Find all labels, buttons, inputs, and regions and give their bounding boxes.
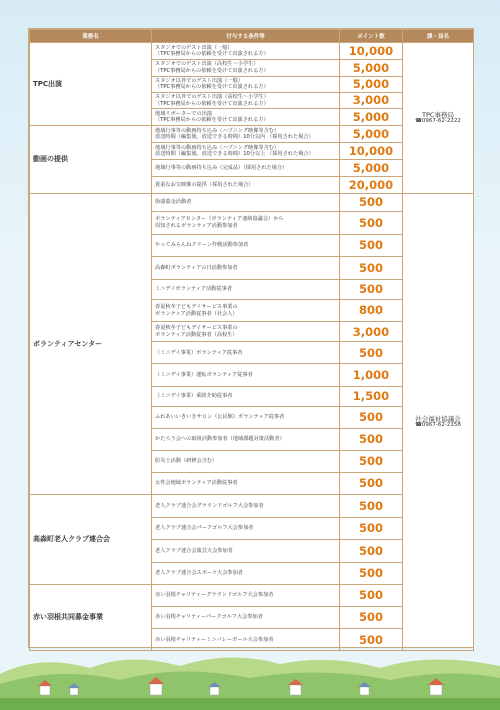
points-cell: 500 [340, 450, 403, 472]
condition-line: 老人クラブ連合会演芸大会参加者 [155, 547, 233, 554]
condition-line: （TPC事務局からの依頼を受けて出演される方） [155, 51, 269, 57]
town-scenery-illustration [0, 644, 500, 710]
header-dept: 課・局名 [403, 30, 474, 43]
condition-cell [152, 279, 340, 299]
condition-cell [152, 299, 340, 322]
points-cell: 500 [340, 584, 403, 606]
condition-line: スタジオ以外でのゲスト出演（高校生～小学生） [155, 94, 269, 101]
condition-cell [152, 211, 340, 234]
category-cell: 動画の提供 [30, 126, 152, 194]
points-cell: 500 [340, 234, 403, 257]
table-row [30, 194, 474, 212]
points-cell: 1,000 [340, 364, 403, 387]
condition-cell [152, 234, 340, 257]
condition-line: （TPC事務局からの依頼を受けて出演される方） [155, 67, 269, 74]
condition-cell [152, 495, 340, 518]
points-cell: 5,000 [340, 109, 403, 126]
points-cell: 500 [340, 517, 403, 540]
points-cell: 500 [340, 194, 403, 212]
condition-cell [152, 386, 340, 406]
points-cell: 5,000 [340, 160, 403, 177]
condition-cell [152, 364, 340, 387]
points-cell: 500 [340, 429, 403, 451]
condition-line: 老人クラブ連合会グラウンドゴルフ大会参加者 [155, 502, 264, 509]
condition-line: 地域行事等の動画持ち込み（ハプニング映像等含む） [155, 144, 280, 151]
points-cell: 500 [340, 606, 403, 629]
table-row [30, 43, 474, 60]
condition-cell [152, 160, 340, 177]
category-cell: TPC出演 [30, 43, 152, 126]
condition-line: ふれあいいきいきサロン（公民館）ボランティア従事者 [155, 414, 285, 421]
condition-cell [152, 406, 340, 429]
condition-line: ボランティアセンター（ボランティア連絡協議会）から [155, 216, 284, 223]
points-cell: 500 [340, 257, 403, 280]
condition-line: （TPC事務局からの依頼を受けて出演される方） [155, 84, 269, 91]
condition-cell [152, 562, 340, 584]
condition-line: 防災士活動（研修会含む） [155, 458, 218, 465]
condition-cell [152, 126, 340, 143]
condition-line: （ミニデイ事業）乗降介助従事者 [155, 393, 233, 400]
condition-cell [152, 194, 340, 212]
points-cell: 5,000 [340, 60, 403, 77]
condition-line: 春夏秋冬子どもデイサービス事業の [155, 304, 238, 311]
points-cell: 500 [340, 562, 403, 584]
condition-line: 老人クラブ連合会スポーツ大会参加者 [155, 570, 243, 577]
condition-line: 街頭募金活動者 [155, 199, 192, 206]
condition-line: ボランティア活動従事者（社会人） [155, 310, 238, 317]
condition-line: ミニデイボランティア活動従事者 [155, 286, 233, 293]
condition-line: スタジオでのゲスト出演（一般） [155, 44, 233, 51]
dept-cell-welfare [403, 194, 474, 651]
condition-cell [152, 584, 340, 606]
condition-line: 地域行事等の動画持ち込み（完成品）（採用された場合） [155, 164, 288, 171]
condition-line: 春夏秋冬子どもデイサービス事業の [155, 325, 238, 332]
condition-cell [152, 43, 340, 60]
condition-line: 貴重なお宝映像の提供（採用された場合） [155, 181, 254, 188]
dept-name: TPC事務局 [422, 110, 454, 119]
points-cell: 500 [340, 629, 403, 651]
points-cell: 500 [340, 540, 403, 563]
condition-cell [152, 606, 340, 629]
condition-line: 赤い羽根チャリティーパークゴルフ大会参加者 [155, 614, 263, 621]
condition-cell [152, 109, 340, 126]
points-cell: 500 [340, 279, 403, 299]
points-table [29, 29, 474, 651]
condition-cell [152, 177, 340, 194]
points-cell: 500 [340, 406, 403, 429]
category-cell: ボランティアセンター [30, 194, 152, 495]
condition-line: （TPC事務局からの依頼を受けて出演される方） [155, 100, 269, 107]
condition-line: 高森町ボランティアの日活動参加者 [155, 264, 238, 271]
category-cell: 高森町老人クラブ連合会 [30, 495, 152, 585]
condition-line: かたろう会への取組活動参加者（地域課題対策活動者） [155, 436, 285, 443]
condition-line: 赤い羽根チャリティーミニバレーボール大会参加者 [155, 636, 274, 643]
condition-cell [152, 429, 340, 451]
condition-line: （ミニデイ事業）ボランティア従事者 [155, 349, 243, 356]
points-table-sheet [28, 28, 474, 648]
dept-phone: ☎0967-62-2222 [415, 118, 461, 124]
condition-cell [152, 450, 340, 472]
condition-cell [152, 472, 340, 495]
points-cell: 500 [340, 472, 403, 495]
condition-line: スタジオでのゲスト出演（高校生～小学生） [155, 61, 259, 68]
dept-cell-tpc [403, 43, 474, 194]
condition-cell [152, 342, 340, 364]
condition-line: 赤い羽根チャリティーグラウンドゴルフ大会参加者 [155, 592, 274, 599]
condition-line: 放送時間（編集後、放送できる時間）10分以内 （採用された場合） [155, 134, 314, 140]
category-cell: 赤い羽根共同募金事業 [30, 584, 152, 651]
points-cell: 5,000 [340, 76, 403, 93]
condition-cell [152, 517, 340, 540]
condition-line: （ミニデイ事業）運転ボランティア従事者 [155, 371, 253, 378]
dept-phone: ☎0967-62-2158 [415, 422, 461, 429]
condition-cell [152, 540, 340, 563]
condition-cell [152, 143, 340, 160]
points-cell: 500 [340, 342, 403, 364]
condition-line: 地域リポーターでの出演 [155, 110, 213, 117]
condition-line: やってみらんねクリーン作戦活動参加者 [155, 242, 249, 249]
points-cell: 10,000 [340, 43, 403, 60]
condition-cell [152, 257, 340, 280]
dept-name: 社会福祉協議会 [415, 414, 461, 423]
points-cell: 3,000 [340, 322, 403, 342]
condition-line: 周知されるボランティア活動参加者 [155, 222, 238, 229]
header-condition: 付与する条件等 [152, 30, 340, 43]
condition-line: 放送時間（編集後、放送できる時間）10分以上 （採用された場合） [155, 151, 314, 157]
condition-line: 老人クラブ連合会パークゴルフ大会参加者 [155, 525, 254, 532]
condition-cell [152, 76, 340, 93]
points-cell: 500 [340, 211, 403, 234]
condition-cell [152, 60, 340, 77]
points-cell: 800 [340, 299, 403, 322]
table-header-row [30, 30, 474, 43]
points-cell: 5,000 [340, 126, 403, 143]
points-cell: 20,000 [340, 177, 403, 194]
condition-line: 地域行事等の動画持ち込み（ハプニング映像等含む） [155, 127, 280, 134]
points-cell: 10,000 [340, 143, 403, 160]
header-category: 業務名 [30, 30, 152, 43]
condition-line: 女性会地域ボランティア活動従事者 [155, 480, 238, 487]
condition-line: （TPC事務局からの依頼を受けて出演される方） [155, 117, 269, 123]
condition-cell [152, 93, 340, 109]
points-cell: 1,500 [340, 386, 403, 406]
condition-line: スタジオ以外でのゲスト出演（一般） [155, 77, 243, 84]
condition-line: ボランティア活動従事者（高校生） [155, 331, 238, 338]
condition-cell [152, 322, 340, 342]
points-cell: 3,000 [340, 93, 403, 109]
header-points: ポイント数 [340, 30, 403, 43]
points-cell: 500 [340, 495, 403, 518]
